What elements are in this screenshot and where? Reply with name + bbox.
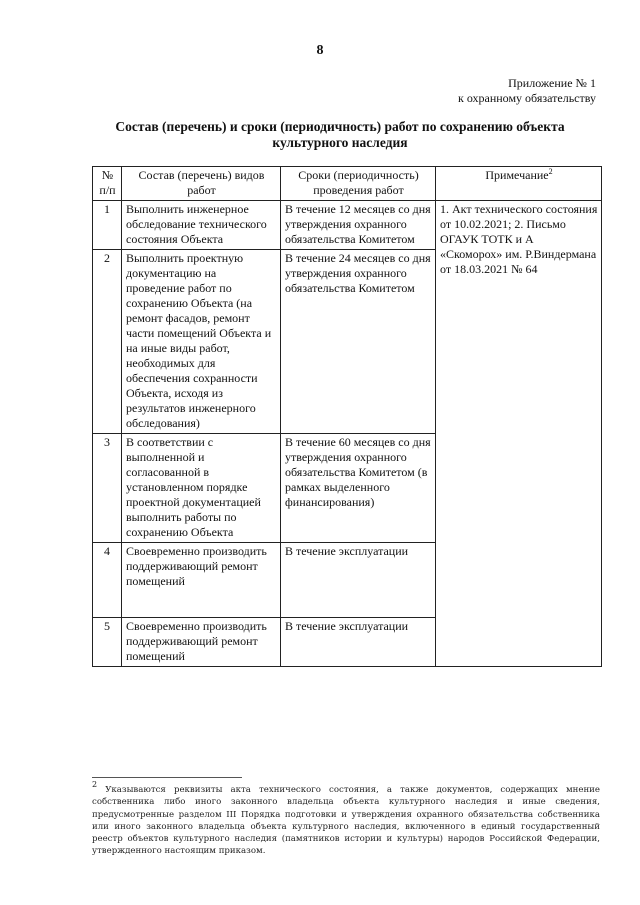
note-cell: 1. Акт технического состояния от 10.02.2021; 2. Письмо ОГАУК ТОТК и А «Скоморох» им. Р.Виндермана от 18.03.2021 № 64 — [436, 201, 602, 667]
row-terms: В течение 12 месяцев со дня утверждения охранного обязательства Комитетом — [281, 201, 436, 250]
footnote-text: Указываются реквизиты акта технического состояния, а также документов, содержащих мнение собственника либо иного законного владельца объекта культурного наследия и иные сведения, предусмотренные разделом III Порядка подготовки и утверждения охранного обязательства собственника или иного законного владельца объекта культурного наследия, включенного в единый государственный реестр объектов культурного наследия (памятников истории и культуры) народов Российской Федерации, утвержденного настоящим приказом. — [92, 785, 601, 857]
header-note-label: Примечание — [485, 168, 549, 182]
row-num: 4 — [93, 543, 122, 618]
row-num: 3 — [93, 434, 122, 543]
row-terms: В течение эксплуатации — [281, 618, 436, 667]
footnote-marker: 2 — [92, 780, 98, 789]
row-terms: В течение 60 месяцев со дня утверждения охранного обязательства Комитетом (в рамках выделенного финансирования) — [281, 434, 436, 543]
row-works: Выполнить проектную документацию на проведение работ по сохранению Объекта (на ремонт фасадов, ремонт части помещений Объекта и на иные виды работ, необходимых для обеспечения сохранности Объекта, исходя из результатов инженерного обследования) — [122, 250, 281, 434]
appendix-line-2: к охранному обязательству — [457, 91, 596, 105]
header-terms: Сроки (периодичность) проведения работ — [281, 167, 436, 201]
footnote-separator — [92, 777, 242, 778]
page-number: 8 — [316, 43, 324, 58]
row-num: 2 — [93, 250, 122, 434]
row-works: Своевременно производить поддерживающий ремонт помещений — [122, 618, 281, 667]
table-row — [93, 201, 602, 250]
row-works: Выполнить инженерное обследование технического состояния Объекта — [122, 201, 281, 250]
row-num: 5 — [93, 618, 122, 667]
table-header-row — [93, 167, 602, 201]
header-works: Состав (перечень) видов работ — [122, 167, 281, 201]
appendix-header — [458, 76, 596, 106]
header-num: № п/п — [93, 167, 122, 201]
row-terms: В течение 24 месяцев со дня утверждения охранного обязательства Комитетом — [281, 250, 436, 434]
header-note-footnote-ref: 2 — [548, 167, 553, 176]
header-note — [436, 167, 602, 201]
document-title: Состав (перечень) и сроки (периодичность) работ по сохранению объекта культурного наследия — [115, 119, 565, 150]
row-works: В соответствии с выполненной и согласованной в установленном порядке проектной документацией выполнить работы по сохранению Объекта — [122, 434, 281, 543]
appendix-line-1: Приложение № 1 — [508, 76, 596, 90]
row-works: Своевременно производить поддерживающий ремонт помещений — [122, 543, 281, 618]
footnote — [92, 780, 601, 858]
row-num: 1 — [93, 201, 122, 250]
row-terms: В течение эксплуатации — [281, 543, 436, 618]
works-table — [92, 166, 602, 667]
